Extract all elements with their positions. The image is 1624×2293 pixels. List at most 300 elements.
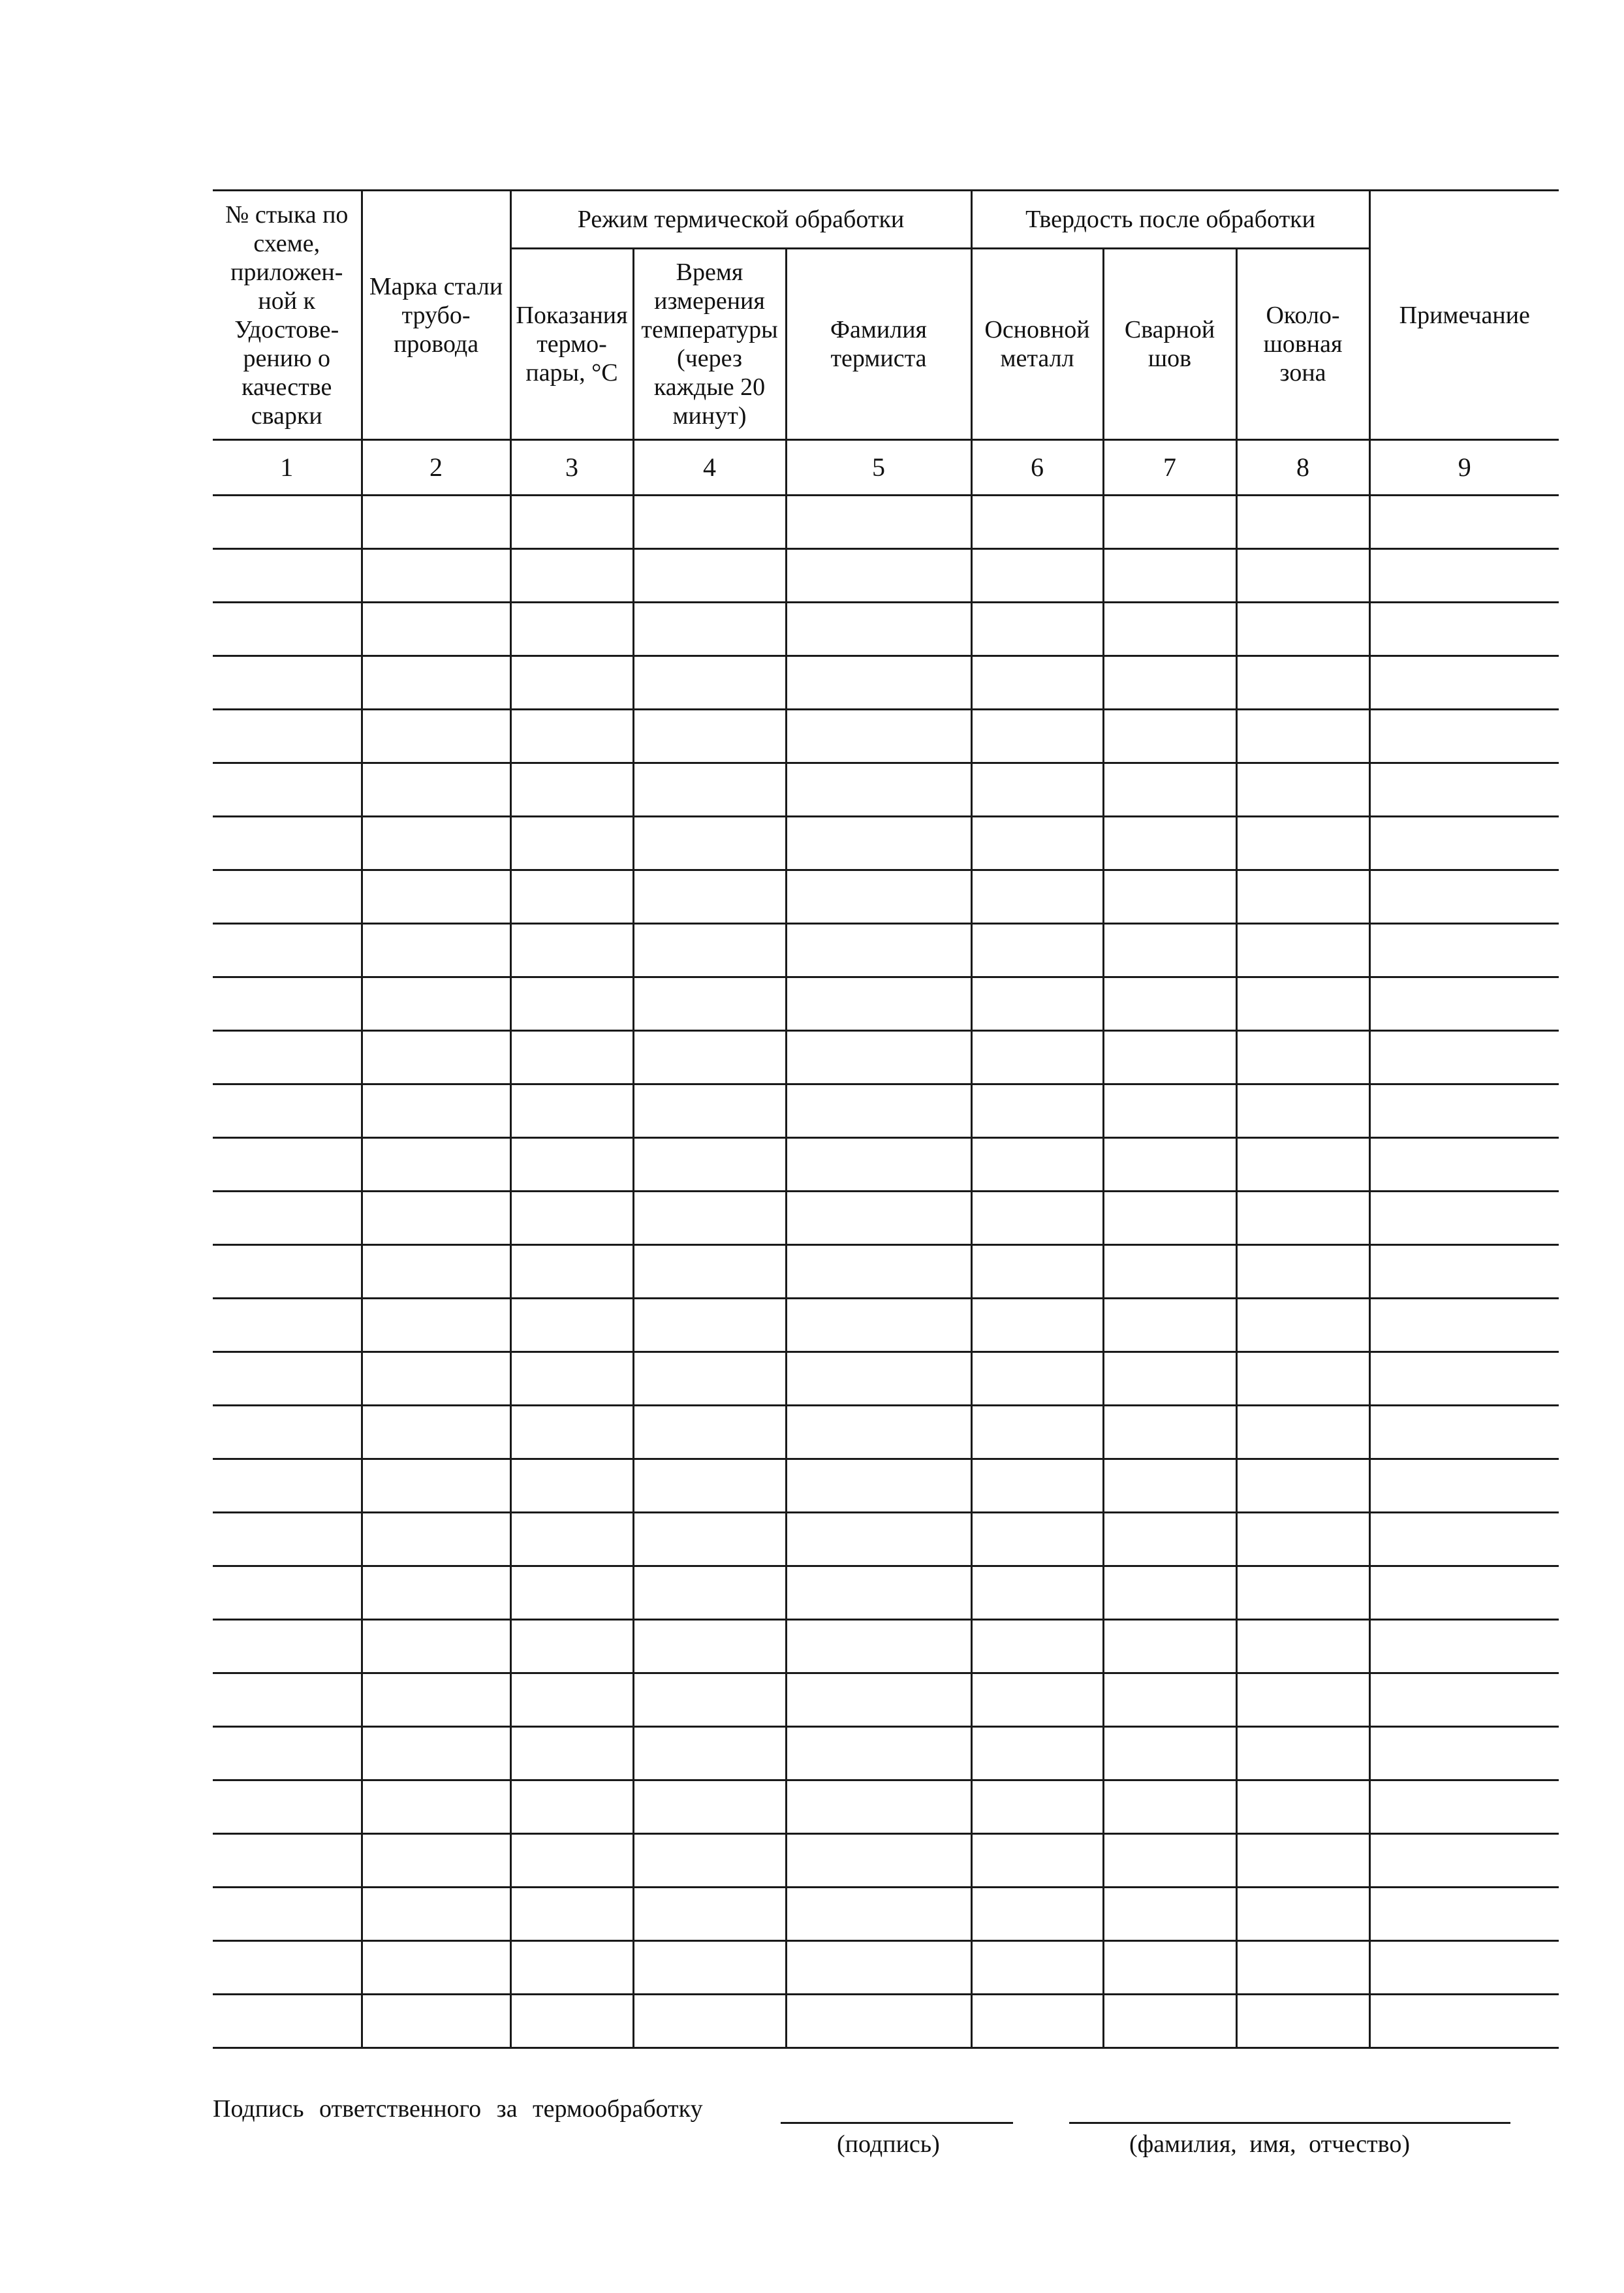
table-cell[interactable] bbox=[1236, 817, 1369, 870]
signature-block bbox=[213, 2089, 1559, 2168]
table-row bbox=[213, 1513, 1559, 1566]
table-cell[interactable] bbox=[1103, 1459, 1236, 1513]
table-cell[interactable] bbox=[213, 656, 362, 710]
table-cell[interactable] bbox=[1103, 496, 1236, 549]
table-cell[interactable] bbox=[633, 1406, 786, 1459]
table-cell[interactable] bbox=[1103, 710, 1236, 763]
signature-line[interactable] bbox=[781, 2122, 1013, 2124]
table-cell[interactable] bbox=[633, 924, 786, 977]
table-cell[interactable] bbox=[510, 1995, 633, 2048]
table-cell[interactable] bbox=[971, 1406, 1103, 1459]
table-cell[interactable] bbox=[362, 656, 510, 710]
table-cell[interactable] bbox=[362, 1566, 510, 1620]
table-cell[interactable] bbox=[633, 1513, 786, 1566]
table-row bbox=[213, 1192, 1559, 1245]
table-cell[interactable] bbox=[971, 710, 1103, 763]
table-cell[interactable] bbox=[362, 870, 510, 924]
table-cell[interactable] bbox=[971, 1888, 1103, 1941]
table-cell[interactable] bbox=[633, 656, 786, 710]
table-cell[interactable] bbox=[213, 1834, 362, 1888]
column-number: 3 bbox=[510, 440, 633, 496]
signature-hint: (подпись) bbox=[837, 2130, 940, 2158]
table-cell[interactable] bbox=[1369, 1192, 1559, 1245]
table-cell[interactable] bbox=[633, 1299, 786, 1352]
table-cell[interactable] bbox=[971, 656, 1103, 710]
table-cell[interactable] bbox=[1369, 1995, 1559, 2048]
table-cell[interactable] bbox=[362, 1299, 510, 1352]
table-cell[interactable] bbox=[510, 1352, 633, 1406]
table-cell[interactable] bbox=[1369, 1673, 1559, 1727]
table-cell[interactable] bbox=[786, 1084, 971, 1138]
table-cell[interactable] bbox=[633, 1888, 786, 1941]
thermal-treatment-table bbox=[213, 189, 1559, 2049]
table-cell[interactable] bbox=[510, 1299, 633, 1352]
table-cell[interactable] bbox=[510, 1566, 633, 1620]
column-number: 8 bbox=[1236, 440, 1369, 496]
table-cell[interactable] bbox=[971, 1941, 1103, 1995]
table-cell[interactable] bbox=[213, 549, 362, 603]
table-cell[interactable] bbox=[971, 1566, 1103, 1620]
table-cell[interactable] bbox=[510, 1459, 633, 1513]
table-cell[interactable] bbox=[213, 710, 362, 763]
table-cell[interactable] bbox=[786, 1513, 971, 1566]
table-cell[interactable] bbox=[1236, 1673, 1369, 1727]
table-cell[interactable] bbox=[786, 1138, 971, 1192]
table-cell[interactable] bbox=[362, 1673, 510, 1727]
table-cell[interactable] bbox=[1369, 496, 1559, 549]
table-cell[interactable] bbox=[1369, 1834, 1559, 1888]
table-row bbox=[213, 1995, 1559, 2048]
table-cell[interactable] bbox=[213, 817, 362, 870]
table-cell[interactable] bbox=[213, 977, 362, 1031]
table-cell[interactable] bbox=[1236, 924, 1369, 977]
table-cell[interactable] bbox=[1236, 1888, 1369, 1941]
table-cell[interactable] bbox=[633, 763, 786, 817]
table-cell[interactable] bbox=[1103, 1673, 1236, 1727]
table-cell[interactable] bbox=[971, 1192, 1103, 1245]
table-cell[interactable] bbox=[971, 870, 1103, 924]
table-cell[interactable] bbox=[510, 1727, 633, 1780]
table-cell[interactable] bbox=[362, 1031, 510, 1084]
table-cell[interactable] bbox=[362, 1513, 510, 1566]
table-cell[interactable] bbox=[510, 1245, 633, 1299]
table-cell[interactable] bbox=[1103, 1192, 1236, 1245]
table-cell[interactable] bbox=[362, 977, 510, 1031]
table-cell[interactable] bbox=[971, 1673, 1103, 1727]
table-cell[interactable] bbox=[1236, 1406, 1369, 1459]
table-cell[interactable] bbox=[786, 1566, 971, 1620]
table-cell[interactable] bbox=[633, 817, 786, 870]
table-cell[interactable] bbox=[786, 1459, 971, 1513]
table-row bbox=[213, 1673, 1559, 1727]
table-body bbox=[213, 496, 1559, 2048]
table-cell[interactable] bbox=[510, 1620, 633, 1673]
header-joint-number: № стыка по схеме, приложенной к Удостоверению о качестве сварки bbox=[213, 191, 362, 440]
table-cell[interactable] bbox=[213, 1352, 362, 1406]
table-cell[interactable] bbox=[510, 817, 633, 870]
table-cell[interactable] bbox=[1236, 1031, 1369, 1084]
column-number: 2 bbox=[362, 440, 510, 496]
table-cell[interactable] bbox=[510, 1673, 633, 1727]
table-cell[interactable] bbox=[510, 1031, 633, 1084]
table-cell[interactable] bbox=[1103, 1888, 1236, 1941]
table-cell[interactable] bbox=[1236, 1084, 1369, 1138]
table-cell[interactable] bbox=[633, 1995, 786, 2048]
table-cell[interactable] bbox=[633, 1459, 786, 1513]
table-cell[interactable] bbox=[1369, 1888, 1559, 1941]
table-cell[interactable] bbox=[1369, 1459, 1559, 1513]
table-cell[interactable] bbox=[1236, 496, 1369, 549]
table-cell[interactable] bbox=[1236, 763, 1369, 817]
table-cell[interactable] bbox=[786, 656, 971, 710]
table-cell[interactable] bbox=[213, 1995, 362, 2048]
table-cell[interactable] bbox=[1369, 1138, 1559, 1192]
table-cell[interactable] bbox=[1236, 710, 1369, 763]
table-cell[interactable] bbox=[633, 1352, 786, 1406]
table-cell[interactable] bbox=[1236, 870, 1369, 924]
table-cell[interactable] bbox=[633, 1138, 786, 1192]
table-cell[interactable] bbox=[510, 763, 633, 817]
table-cell[interactable] bbox=[786, 1888, 971, 1941]
table-cell[interactable] bbox=[633, 1780, 786, 1834]
table-cell[interactable] bbox=[1369, 1727, 1559, 1780]
table-cell[interactable] bbox=[362, 1084, 510, 1138]
table-cell[interactable] bbox=[971, 1513, 1103, 1566]
table-cell[interactable] bbox=[362, 1727, 510, 1780]
table-cell[interactable] bbox=[1369, 1352, 1559, 1406]
header-steel-grade: Марка стали трубопровода bbox=[362, 191, 510, 440]
table-cell[interactable] bbox=[1103, 1941, 1236, 1995]
table-cell[interactable] bbox=[1103, 924, 1236, 977]
table-cell[interactable] bbox=[786, 1673, 971, 1727]
table-cell[interactable] bbox=[633, 1245, 786, 1299]
full-name-line[interactable] bbox=[1069, 2122, 1510, 2124]
table-cell[interactable] bbox=[971, 1780, 1103, 1834]
table-cell[interactable] bbox=[1236, 977, 1369, 1031]
table-row bbox=[213, 710, 1559, 763]
table-cell[interactable] bbox=[510, 603, 633, 656]
table-cell[interactable] bbox=[1369, 1031, 1559, 1084]
table-cell[interactable] bbox=[213, 1780, 362, 1834]
table-cell[interactable] bbox=[1369, 1566, 1559, 1620]
table-row bbox=[213, 1245, 1559, 1299]
table-cell[interactable] bbox=[213, 603, 362, 656]
table-cell[interactable] bbox=[362, 603, 510, 656]
table-cell[interactable] bbox=[1236, 1513, 1369, 1566]
table-cell[interactable] bbox=[971, 1084, 1103, 1138]
table-cell[interactable] bbox=[633, 977, 786, 1031]
table-row bbox=[213, 870, 1559, 924]
table-cell[interactable] bbox=[1103, 549, 1236, 603]
table-cell[interactable] bbox=[213, 496, 362, 549]
table-cell[interactable] bbox=[1103, 977, 1236, 1031]
table-cell[interactable] bbox=[786, 1031, 971, 1084]
table-cell[interactable] bbox=[633, 870, 786, 924]
table-row bbox=[213, 603, 1559, 656]
column-number: 6 bbox=[971, 440, 1103, 496]
table-cell[interactable] bbox=[362, 1834, 510, 1888]
table-cell[interactable] bbox=[213, 1245, 362, 1299]
table-cell[interactable] bbox=[510, 1780, 633, 1834]
table-cell[interactable] bbox=[1103, 1834, 1236, 1888]
table-cell[interactable] bbox=[362, 549, 510, 603]
table-cell[interactable] bbox=[362, 1620, 510, 1673]
table-cell[interactable] bbox=[510, 656, 633, 710]
table-row bbox=[213, 1727, 1559, 1780]
table-cell[interactable] bbox=[1369, 977, 1559, 1031]
table-cell[interactable] bbox=[1369, 924, 1559, 977]
table-cell[interactable] bbox=[1369, 1084, 1559, 1138]
table-cell[interactable] bbox=[786, 870, 971, 924]
table-cell[interactable] bbox=[362, 496, 510, 549]
table-cell[interactable] bbox=[213, 1138, 362, 1192]
table-cell[interactable] bbox=[786, 1780, 971, 1834]
table-cell[interactable] bbox=[633, 1084, 786, 1138]
table-cell[interactable] bbox=[633, 603, 786, 656]
table-cell[interactable] bbox=[971, 1995, 1103, 2048]
table-row bbox=[213, 817, 1559, 870]
table-cell[interactable] bbox=[786, 763, 971, 817]
table-cell[interactable] bbox=[510, 977, 633, 1031]
table-cell[interactable] bbox=[213, 1566, 362, 1620]
table-cell[interactable] bbox=[1103, 1513, 1236, 1566]
table-cell[interactable] bbox=[1236, 1620, 1369, 1673]
table-cell[interactable] bbox=[510, 1834, 633, 1888]
table-cell[interactable] bbox=[213, 763, 362, 817]
table-cell[interactable] bbox=[786, 1727, 971, 1780]
table-cell[interactable] bbox=[1236, 1245, 1369, 1299]
table-cell[interactable] bbox=[213, 1727, 362, 1780]
table-cell[interactable] bbox=[1236, 1299, 1369, 1352]
table-cell[interactable] bbox=[362, 1138, 510, 1192]
table-cell[interactable] bbox=[1236, 1941, 1369, 1995]
table-row bbox=[213, 977, 1559, 1031]
table-cell[interactable] bbox=[213, 1673, 362, 1727]
table-cell[interactable] bbox=[786, 549, 971, 603]
table-cell[interactable] bbox=[786, 1245, 971, 1299]
table-cell[interactable] bbox=[1103, 1727, 1236, 1780]
table-row bbox=[213, 549, 1559, 603]
table-cell[interactable] bbox=[362, 1995, 510, 2048]
table-cell[interactable] bbox=[1236, 1192, 1369, 1245]
table-cell[interactable] bbox=[971, 1031, 1103, 1084]
table-cell[interactable] bbox=[1236, 1138, 1369, 1192]
table-cell[interactable] bbox=[1236, 656, 1369, 710]
table-cell[interactable] bbox=[213, 1513, 362, 1566]
table-cell[interactable] bbox=[971, 1727, 1103, 1780]
table-cell[interactable] bbox=[1369, 1513, 1559, 1566]
table-cell[interactable] bbox=[362, 924, 510, 977]
table-cell[interactable] bbox=[633, 496, 786, 549]
table-cell[interactable] bbox=[786, 710, 971, 763]
table-cell[interactable] bbox=[1236, 1566, 1369, 1620]
table-cell[interactable] bbox=[362, 1352, 510, 1406]
table-row bbox=[213, 1566, 1559, 1620]
table-cell[interactable] bbox=[1236, 1834, 1369, 1888]
table-cell[interactable] bbox=[510, 1138, 633, 1192]
table-cell[interactable] bbox=[213, 1941, 362, 1995]
signature-label: Подпись ответственного за термообработку bbox=[213, 2095, 703, 2123]
table-cell[interactable] bbox=[510, 1084, 633, 1138]
table-row bbox=[213, 1138, 1559, 1192]
table-cell[interactable] bbox=[633, 1620, 786, 1673]
table-cell[interactable] bbox=[633, 549, 786, 603]
table-cell[interactable] bbox=[786, 1192, 971, 1245]
table-row bbox=[213, 1834, 1559, 1888]
table-cell[interactable] bbox=[633, 1566, 786, 1620]
table-cell[interactable] bbox=[1369, 1245, 1559, 1299]
table-cell[interactable] bbox=[1103, 1406, 1236, 1459]
table-cell[interactable] bbox=[786, 817, 971, 870]
table-cell[interactable] bbox=[213, 924, 362, 977]
table-cell[interactable] bbox=[1236, 1780, 1369, 1834]
table-cell[interactable] bbox=[362, 1780, 510, 1834]
table-cell[interactable] bbox=[362, 1245, 510, 1299]
table-cell[interactable] bbox=[633, 1192, 786, 1245]
table-cell[interactable] bbox=[633, 1941, 786, 1995]
table-row bbox=[213, 924, 1559, 977]
table-cell[interactable] bbox=[1103, 1031, 1236, 1084]
table-cell[interactable] bbox=[362, 1888, 510, 1941]
table-cell[interactable] bbox=[1369, 1299, 1559, 1352]
table-cell[interactable] bbox=[786, 1941, 971, 1995]
table-cell[interactable] bbox=[786, 1834, 971, 1888]
table-cell[interactable] bbox=[510, 1513, 633, 1566]
table-cell[interactable] bbox=[971, 496, 1103, 549]
table-cell[interactable] bbox=[213, 1459, 362, 1513]
full-name-hint: (фамилия, имя, отчество) bbox=[1129, 2130, 1411, 2158]
table-cell[interactable] bbox=[1369, 549, 1559, 603]
table-cell[interactable] bbox=[971, 1620, 1103, 1673]
table-cell[interactable] bbox=[1103, 1352, 1236, 1406]
table-cell[interactable] bbox=[1369, 1620, 1559, 1673]
table-cell[interactable] bbox=[362, 1406, 510, 1459]
table-cell[interactable] bbox=[213, 870, 362, 924]
table-cell[interactable] bbox=[1103, 1780, 1236, 1834]
table-cell[interactable] bbox=[971, 817, 1103, 870]
table-cell[interactable] bbox=[971, 763, 1103, 817]
table-cell[interactable] bbox=[362, 1192, 510, 1245]
table-cell[interactable] bbox=[213, 1620, 362, 1673]
table-cell[interactable] bbox=[1236, 603, 1369, 656]
table-cell[interactable] bbox=[633, 710, 786, 763]
table-cell[interactable] bbox=[362, 817, 510, 870]
table-cell[interactable] bbox=[633, 1673, 786, 1727]
table-cell[interactable] bbox=[786, 1995, 971, 2048]
table-cell[interactable] bbox=[213, 1031, 362, 1084]
table-cell[interactable] bbox=[1103, 870, 1236, 924]
table-cell[interactable] bbox=[1103, 1995, 1236, 2048]
table-cell[interactable] bbox=[971, 1245, 1103, 1299]
table-cell[interactable] bbox=[1103, 763, 1236, 817]
table-cell[interactable] bbox=[213, 1192, 362, 1245]
table-cell[interactable] bbox=[971, 924, 1103, 977]
table-cell[interactable] bbox=[510, 549, 633, 603]
column-number: 4 bbox=[633, 440, 786, 496]
table-cell[interactable] bbox=[1369, 710, 1559, 763]
table-cell[interactable] bbox=[1236, 1459, 1369, 1513]
table-cell[interactable] bbox=[1369, 1941, 1559, 1995]
table-cell[interactable] bbox=[1369, 656, 1559, 710]
table-cell[interactable] bbox=[213, 1084, 362, 1138]
table-cell[interactable] bbox=[971, 1299, 1103, 1352]
table-cell[interactable] bbox=[1369, 763, 1559, 817]
table-cell[interactable] bbox=[1369, 817, 1559, 870]
table-cell[interactable] bbox=[971, 977, 1103, 1031]
table-row bbox=[213, 1084, 1559, 1138]
table-cell[interactable] bbox=[971, 1138, 1103, 1192]
table-cell[interactable] bbox=[1369, 603, 1559, 656]
table-cell[interactable] bbox=[1103, 1138, 1236, 1192]
table-cell[interactable] bbox=[1103, 1620, 1236, 1673]
table-cell[interactable] bbox=[633, 1727, 786, 1780]
table-row bbox=[213, 763, 1559, 817]
table-cell[interactable] bbox=[362, 1941, 510, 1995]
table-cell[interactable] bbox=[1103, 1084, 1236, 1138]
table-cell[interactable] bbox=[510, 1406, 633, 1459]
table-cell[interactable] bbox=[1369, 1780, 1559, 1834]
table-cell[interactable] bbox=[362, 1459, 510, 1513]
table-cell[interactable] bbox=[786, 1620, 971, 1673]
table-cell[interactable] bbox=[971, 1352, 1103, 1406]
table-cell[interactable] bbox=[1103, 1299, 1236, 1352]
table-cell[interactable] bbox=[1103, 817, 1236, 870]
table-cell[interactable] bbox=[362, 710, 510, 763]
table-cell[interactable] bbox=[971, 603, 1103, 656]
table-cell[interactable] bbox=[510, 924, 633, 977]
table-row bbox=[213, 1031, 1559, 1084]
column-number: 9 bbox=[1369, 440, 1559, 496]
table-cell[interactable] bbox=[1236, 549, 1369, 603]
table-cell[interactable] bbox=[213, 1406, 362, 1459]
header-hardness: Твердость после обработки bbox=[971, 191, 1369, 249]
table-cell[interactable] bbox=[1369, 1406, 1559, 1459]
table-cell[interactable] bbox=[1236, 1727, 1369, 1780]
table-cell[interactable] bbox=[633, 1834, 786, 1888]
table-cell[interactable] bbox=[213, 1299, 362, 1352]
column-number: 1 bbox=[213, 440, 362, 496]
table-cell[interactable] bbox=[1369, 870, 1559, 924]
table-cell[interactable] bbox=[633, 1031, 786, 1084]
table-cell[interactable] bbox=[1236, 1352, 1369, 1406]
table-cell[interactable] bbox=[971, 1834, 1103, 1888]
table-cell[interactable] bbox=[1103, 1245, 1236, 1299]
table-cell[interactable] bbox=[510, 1888, 633, 1941]
table-cell[interactable] bbox=[1103, 603, 1236, 656]
table-cell[interactable] bbox=[786, 977, 971, 1031]
table-cell[interactable] bbox=[510, 1192, 633, 1245]
table-cell[interactable] bbox=[510, 870, 633, 924]
table-cell[interactable] bbox=[786, 1406, 971, 1459]
table-cell[interactable] bbox=[971, 549, 1103, 603]
table-cell[interactable] bbox=[1236, 1995, 1369, 2048]
table-cell[interactable] bbox=[971, 1459, 1103, 1513]
table-cell[interactable] bbox=[510, 1941, 633, 1995]
table-cell[interactable] bbox=[786, 603, 971, 656]
table-cell[interactable] bbox=[786, 1352, 971, 1406]
table-cell[interactable] bbox=[510, 496, 633, 549]
table-cell[interactable] bbox=[786, 924, 971, 977]
table-cell[interactable] bbox=[1103, 1566, 1236, 1620]
table-cell[interactable] bbox=[786, 496, 971, 549]
table-row bbox=[213, 1459, 1559, 1513]
table-cell[interactable] bbox=[1103, 656, 1236, 710]
table-cell[interactable] bbox=[510, 710, 633, 763]
table-cell[interactable] bbox=[213, 1888, 362, 1941]
table-row bbox=[213, 1406, 1559, 1459]
table-cell[interactable] bbox=[786, 1299, 971, 1352]
table-cell[interactable] bbox=[362, 763, 510, 817]
